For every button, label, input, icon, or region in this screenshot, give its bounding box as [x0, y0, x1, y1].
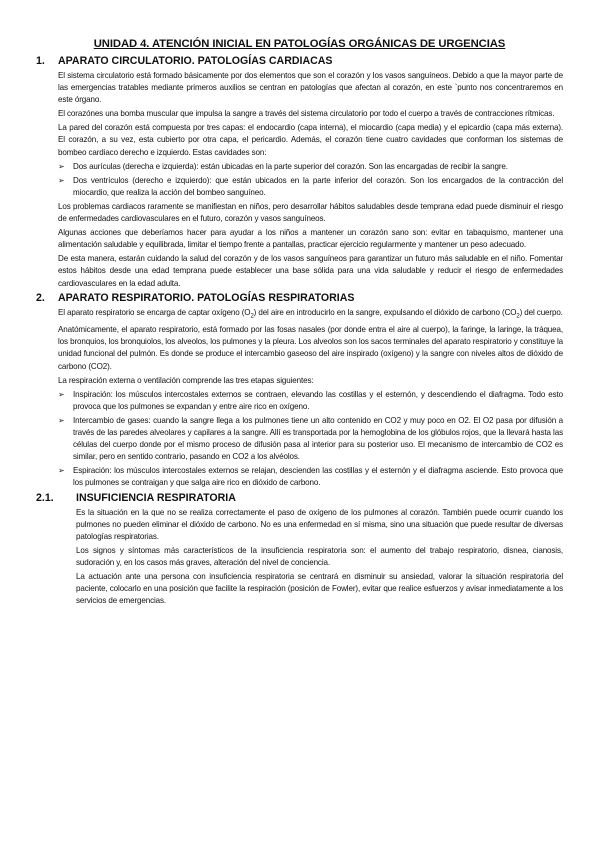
list-item-text: Inspiración: los músculos intercostales externos se contraen, elevando las costillas y el esternón, y descendiendo el diafragma. Todo esto provoca que los pulmones se expandan y entre aire rico en oxígeno. [73, 389, 563, 411]
list-item [58, 161, 563, 173]
arrow-bullet-icon: ➢ [58, 466, 65, 476]
paragraph: La pared del corazón está compuesta por tres capas: el endocardio (capa interna), el miocardio (capa media) y el epicardio (capa más externa). El corazón, a su vez, esta cubierto por otra capa, el pericardio. Además, el corazón tiene cuatro cavidades que conforman los sistemas de bombeo cardiaco derecho e izquierdo. Estas cavidades son: [58, 123, 563, 157]
paragraph: Anatómicamente, el aparato respiratorio, está formado por las fosas nasales (por donde entra el aire al cuerpo), la faringe, la laringe, la tráquea, los bronquios, los bronquiolos, los alveolos, los pulmones y la pleura. Los alveolos son los sacos terminales del aparato respiratorio y constituye la unidad funcional del pulmón. Es donde se produce el intercambio gaseoso del aire inspirado (oxígeno) y la sangre con niveles altos de dióxido de carbono (CO2). [58, 325, 563, 371]
section-title: APARATO RESPIRATORIO. PATOLOGÍAS RESPIRATORIAS [58, 291, 355, 304]
paragraph: El sistema circulatorio está formado básicamente por dos elementos que son el corazón y los vasos sanguíneos. Debido a que la mayor parte de las emergencias tratables mediante primeros auxilios se centran en patologías que afectan al corazón, en este `punto nos concentraremos en este órgano. [58, 71, 563, 105]
list-item-text: Dos aurículas (derecha e izquierda): están ubicadas en la parte superior del corazón. Son las encargadas de recibir la sangre. [73, 161, 508, 171]
list-item-text: Espiración: los músculos intercostales externos se relajan, descienden las costillas y el esternón y el diafragma asciende. Esto provoca que los pulmones se contraigan y que salga aire rico en dióxido de carbono. [73, 466, 563, 488]
section-number: 2.1. [36, 491, 54, 504]
subsection-body-insuficiencia [36, 507, 563, 608]
section-heading-respiratorio [36, 292, 563, 304]
paragraph-text: ) del aire en introducirlo en la sangre, expulsando el dióxido de carbono (CO [253, 307, 517, 317]
section-body-circulatorio [36, 70, 563, 290]
paragraph: La respiración externa o ventilación comprende las tres etapas siguientes: [58, 375, 314, 385]
list-item [58, 389, 563, 413]
paragraph: De esta manera, estarán cuidando la salud del corazón y de los vasos sanguíneos para garantizar un futuro más saludable en el niño. Fomentar estos hábitos desde una edad temprana puede establecer una base sólida para una vida saludable y reducir el riesgo de enfermedades cardiovasculares en la edad adulta. [58, 254, 563, 288]
page-title: UNIDAD 4. ATENCIÓN INICIAL EN PATOLOGÍAS ORGÁNICAS DE URGENCIAS [93, 38, 506, 50]
paragraph-text: El aparato respiratorio se encarga de captar oxígeno (O [58, 307, 251, 317]
arrow-bullet-icon: ➢ [58, 415, 65, 425]
subsection-heading-insuficiencia [36, 492, 563, 504]
paragraph-text: ) del cuerpo. [519, 307, 563, 317]
paragraph: Algunas acciones que deberíamos hacer para ayudar a los niños a mantener un corazón sano son: evitar en tabaquismo, mantener una alimentación saludable y equilibrada, limitar el tiempo frente a pantallas, practicar ejercicio regularmente y mantener un peso adecuado. [58, 228, 563, 250]
paragraph: El corazónes una bomba muscular que impulsa la sangre a través del sistema circulatorio por todo el cuerpo a través de contracciones rítmicas. [58, 109, 555, 119]
bullet-list [58, 161, 563, 199]
paragraph: Es la situación en la que no se realiza correctamente el paso de oxígeno de los pulmones al corazón. También puede ocurrir cuando los pulmones no pueden eliminar el dióxido de carbono. No es una enfermedad en sí misma, sino una situación que puede resultar de diversas patologías respiratorias. [76, 507, 563, 541]
paragraph: Los signos y síntomas más característicos de la insuficiencia respiratoria son: el aumento del trabajo respiratorio, disnea, cianosis, sudoración y, en los casos más graves, alteración del nivel de conciencia. [76, 545, 563, 567]
paragraph: Los problemas cardiacos raramente se manifiestan en niños, pero desarrollar hábitos saludables desde temprana edad puede disminuir el riesgo de enfermedades cardiovasculares en el futuro, corazón y vasos sanguíneos. [58, 201, 563, 224]
section-title: INSUFICIENCIA RESPIRATORIA [76, 491, 236, 504]
bullet-list [58, 389, 563, 490]
list-item-text: Dos ventrículos (derecho e izquierdo): que están ubicados en la parte inferior del corazón. Son los encargados de la contracción del miocardio, que realiza la acción del bombeo sanguíneo. [73, 175, 563, 197]
section-heading-circulatorio [36, 55, 563, 67]
list-item [58, 175, 563, 199]
section-title: APARATO CIRCULATORIO. PATOLOGÍAS CARDIACAS [58, 55, 333, 67]
arrow-bullet-icon: ➢ [58, 175, 65, 185]
arrow-bullet-icon: ➢ [58, 389, 65, 399]
list-item [58, 415, 563, 463]
subscript: 2 [250, 313, 254, 320]
paragraph: La actuación ante una persona con insuficiencia respiratoria se centrará en disminuir su ansiedad, valorar la situación respiratoria del paciente, colocarlo en una posición que facilite la respiración (posición de Fowler), evitar que realice esfuerzos y avisar inmediatamente a los servicios de emergencias. [76, 571, 563, 606]
section-body-respiratorio [36, 307, 563, 490]
arrow-bullet-icon: ➢ [58, 161, 65, 171]
section-number: 2. [36, 291, 45, 304]
subscript: 2 [516, 313, 520, 320]
paragraph [58, 307, 563, 323]
list-item [58, 465, 563, 489]
section-number: 1. [36, 55, 45, 67]
list-item-text: Intercambio de gases: cuando la sangre llega a los pulmones tiene un alto contenido en CO2 y muy poco en O2. El O2 pasa por difusión a través de las paredes alveolares y capilares a la sangre. Allí es transportada por la hemoglobina de los glóbulos rojos, que la llevará hasta las células del cuerpo donde por el mismo proceso de difusión pasa al interior para su posterior uso. El mecanismo de intercambio de CO2 es similar, pero en sentido contrario, pasando en CO2 a los alvéolos. [73, 415, 563, 462]
